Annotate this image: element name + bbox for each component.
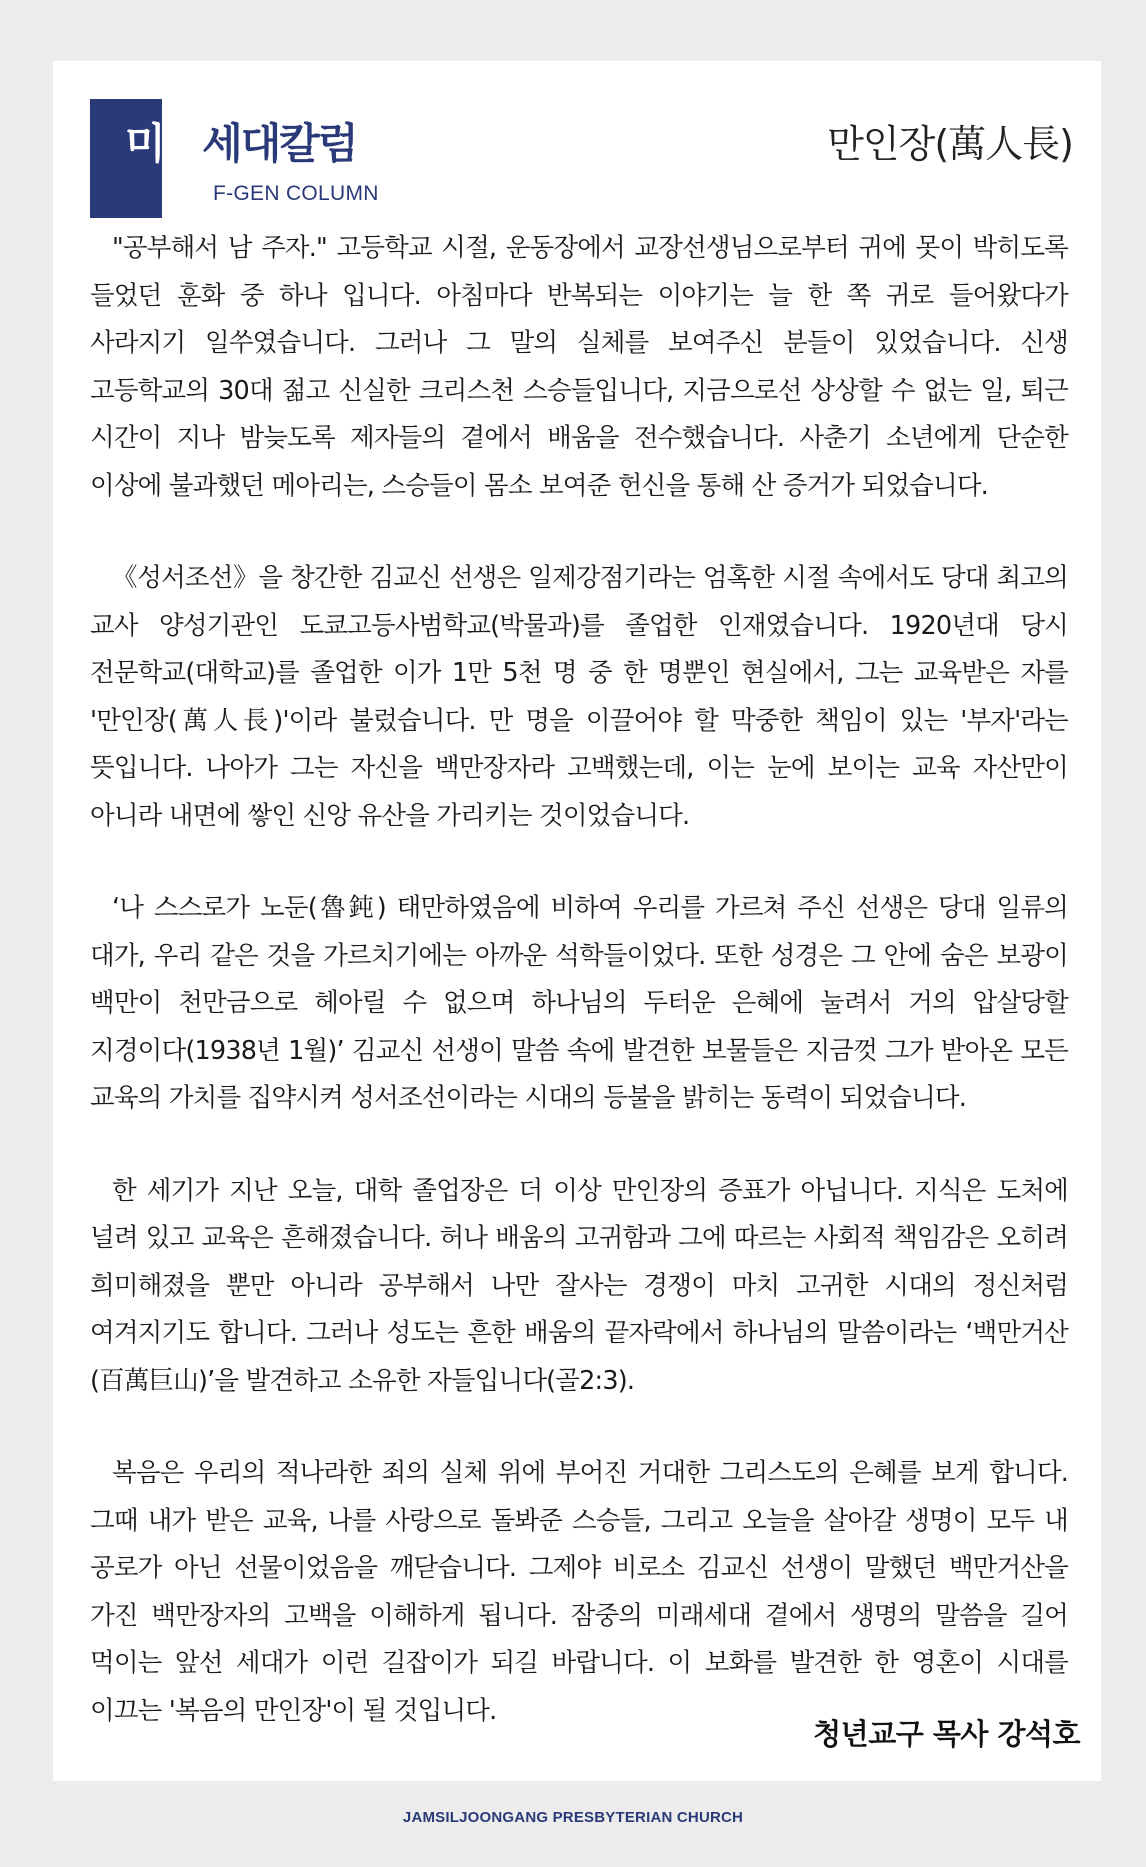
author-signature: 청년교구 목사 강석호: [813, 1717, 1080, 1751]
column-card: [53, 61, 1101, 1781]
logo-title-part2: 세대칼럼: [202, 119, 357, 168]
paragraph-3: ‘나 스스로가 노둔(魯鈍) 태만하였음에 비하여 우리를 가르쳐 주신 선생은 당대 일류의 대가, 우리 같은 것을 가르치기에는 아까운 석학들이었다. 또한 성경은 그 안에 숨은 보광이 백만이 천만금으로 헤아릴 수 없으며 하나님의 두터운 은혜에 눌려서 거의 압살당할 지경이다(1938년 1월)’ 김교신 선생이 말씀 속에 발견한 보물들은 지금껏 그가 받아온 모든 교육의 가치를 집약시켜 성서조선이라는 시대의 등불을 밝히는 동력이 되었습니다.: [90, 893, 1068, 1113]
logo-subtitle: F-GEN COLUMN: [213, 182, 379, 205]
column-body: [90, 225, 1068, 1780]
logo-title-part1: 미래: [125, 119, 203, 168]
logo-title: [125, 116, 356, 172]
paragraph-1: "공부해서 남 주자." 고등학교 시절, 운동장에서 교장선생님으로부터 귀에 못이 박히도록 들었던 훈화 중 하나 입니다. 아침마다 반복되는 이야기는 늘 한 쪽 귀로 들어왔다가 사라지기 일쑤였습니다. 그러나 그 말의 실체를 보여주신 분들이 있었습니다. 신생 고등학교의 30대 젊고 신실한 크리스천 스승들입니다, 지금으로선 상상할 수 없는 일, 퇴근 시간이 지나 밤늦도록 제자들의 곁에서 배움을 전수했습니다. 사춘기 소년에게 단순한 이상에 불과했던 메아리는, 스승들이 몸소 보여준 헌신을 통해 산 증거가 되었습니다.: [90, 233, 1068, 501]
church-footer: JAMSILJOONGANG PRESBYTERIAN CHURCH: [402, 1809, 744, 1826]
column-title: 만인장(萬人長): [827, 122, 1073, 166]
paragraph-2: 《성서조선》을 창간한 김교신 선생은 일제강점기라는 엄혹한 시절 속에서도 당대 최고의 교사 양성기관인 도쿄고등사범학교(박물과)를 졸업한 인재였습니다. 1920년대 당시 전문학교(대학교)를 졸업한 이가 1만 5천 명 중 한 명뿐인 현실에서, 그는 교육받은 자를 '만인장(萬人長)'이라 불렀습니다. 만 명을 이끌어야 할 막중한 책임이 있는 '부자'라는 뜻입니다. 나아가 그는 자신을 백만장자라 고백했는데, 이는 눈에 보이는 교육 자산만이 아니라 내면에 쌓인 신앙 유산을 가리키는 것이었습니다.: [90, 563, 1068, 831]
paragraph-5: 복음은 우리의 적나라한 죄의 실체 위에 부어진 거대한 그리스도의 은혜를 보게 합니다. 그때 내가 받은 교육, 나를 사랑으로 돌봐준 스승들, 그리고 오늘을 살아갈 생명이 모두 내 공로가 아닌 선물이었음을 깨닫습니다. 그제야 비로소 김교신 선생이 말했던 백만거산을 가진 백만장자의 고백을 이해하게 됩니다. 잠중의 미래세대 곁에서 생명의 말씀을 길어 먹이는 앞선 세대가 이런 길잡이가 되길 바랍니다. 이 보화를 발견한 한 영혼이 시대를 이끄는 '복음의 만인장'이 될 것입니다.: [90, 1458, 1068, 1726]
paragraph-4: 한 세기가 지난 오늘, 대학 졸업장은 더 이상 만인장의 증표가 아닙니다. 지식은 도처에 널려 있고 교육은 흔해졌습니다. 허나 배움의 고귀함과 그에 따르는 사회적 책임감은 오히려 희미해졌을 뿐만 아니라 공부해서 나만 잘사는 경쟁이 마치 고귀한 시대의 정신처럼 여겨지기도 합니다. 그러나 성도는 흔한 배움의 끝자락에서 하나님의 말씀이라는 ‘백만거산(百萬巨山)’을 발견하고 소유한 자들입니다(골2:3).: [90, 1175, 1068, 1396]
